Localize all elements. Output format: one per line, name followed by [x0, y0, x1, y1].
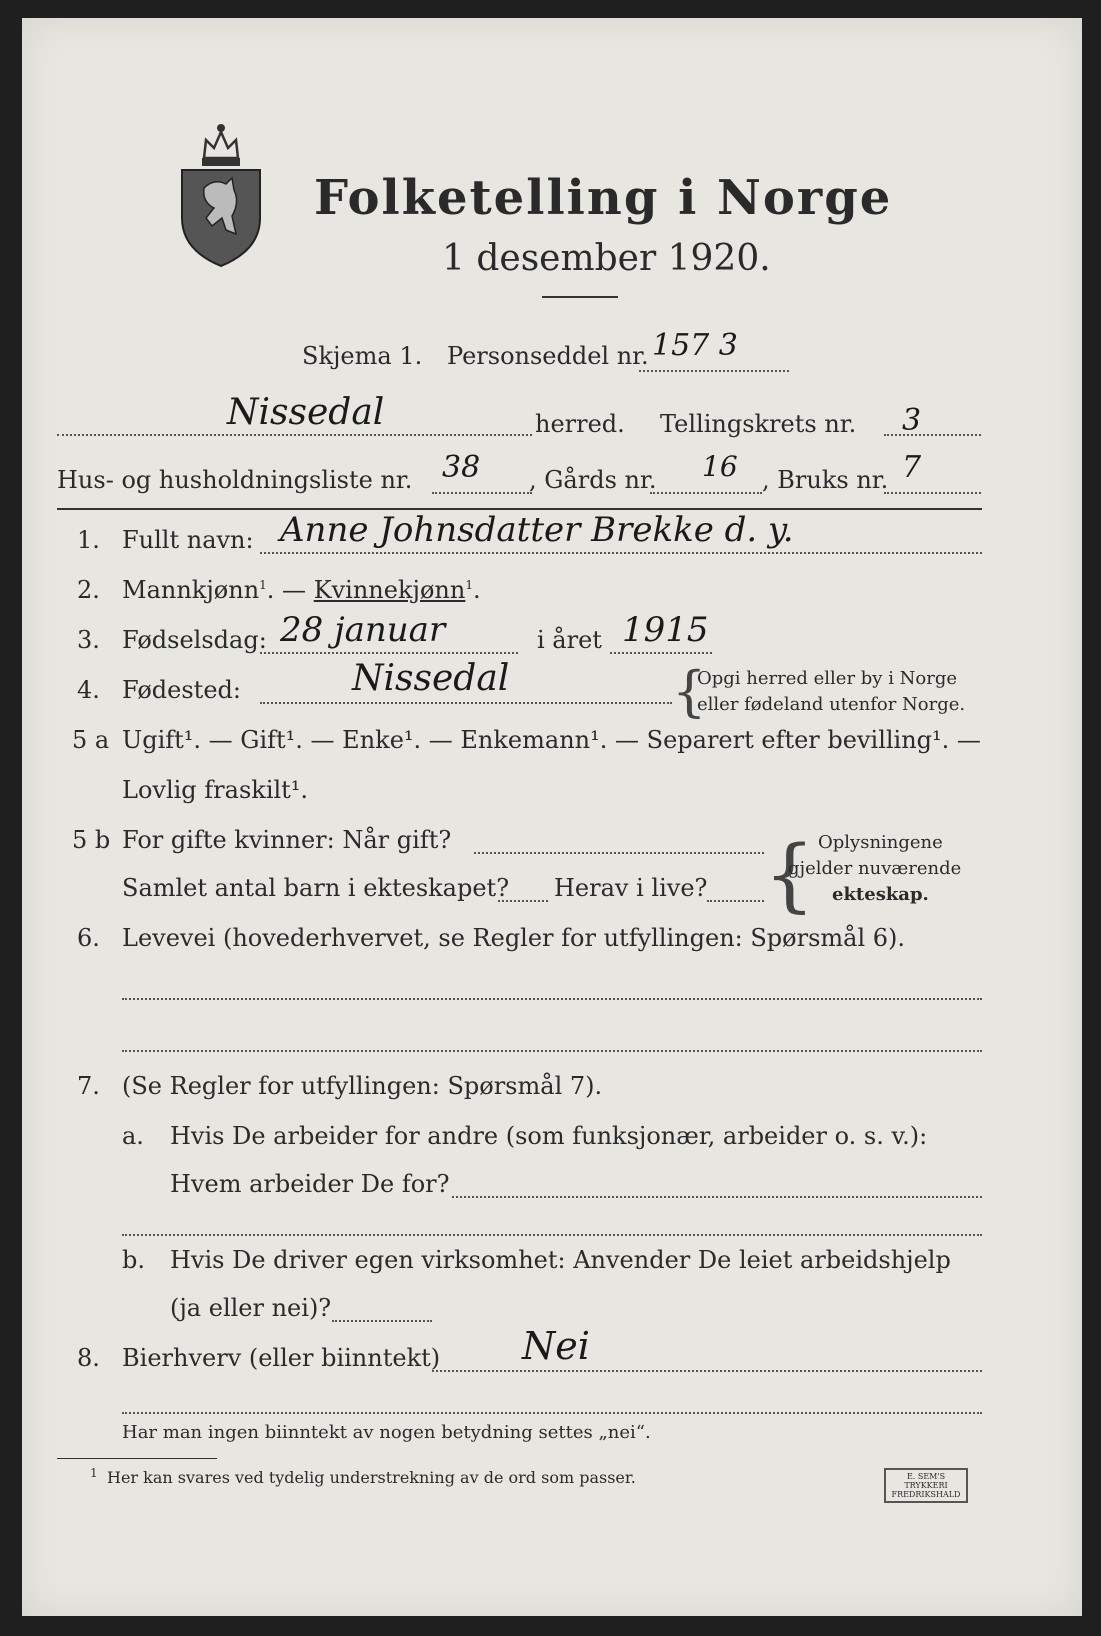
q3-value: 28 januar	[280, 610, 446, 650]
footnote-mark: 1	[90, 1466, 98, 1480]
q4-line	[260, 702, 672, 704]
q3-line	[260, 652, 518, 654]
q2-number: 2.	[77, 576, 100, 604]
q3-year-line	[610, 652, 712, 654]
q3-number: 3.	[77, 626, 100, 654]
q8-number: 8.	[77, 1344, 100, 1372]
q1-line	[260, 552, 982, 554]
q5b-alive-label: Herav i live?	[554, 874, 708, 902]
q5b-children-label: Samlet antal barn i ekteskapet?	[122, 874, 510, 902]
q4-value: Nissedal	[352, 658, 510, 699]
q4-brace: {	[672, 660, 707, 723]
q5b-alive-line	[707, 900, 764, 902]
q5b-note-2: gjelder nuværende	[788, 858, 962, 879]
q7a-answer-line	[452, 1196, 982, 1198]
q6-label: Levevei (hovederhvervet, se Regler for utfyllingen: Spørsmål 6).	[122, 924, 906, 952]
hus-value: 38	[442, 450, 481, 485]
hus-label: Hus- og husholdningsliste nr.	[57, 466, 413, 494]
q7-label: (Se Regler for utfyllingen: Spørsmål 7).	[122, 1072, 603, 1100]
q1-value: Anne Johnsdatter Brekke d. y.	[280, 510, 794, 550]
q6-line-1	[122, 998, 982, 1000]
q8-label: Bierhverv (eller biinntekt)	[122, 1344, 441, 1372]
q7b-line1: Hvis De driver egen virksomhet: Anvender De leiet arbeidshjelp	[170, 1246, 951, 1274]
q3-label: Fødselsdag:	[122, 626, 267, 654]
page-title: Folketelling i Norge	[314, 170, 893, 226]
q2-options: Mannkjønn$^1$. — Kvinnekjønn$^1$.	[122, 576, 481, 604]
personseddel-value: 157 3	[652, 328, 738, 363]
q3-year-value: 1915	[622, 610, 709, 650]
q2-separator: . —	[266, 576, 314, 604]
census-date: 1 desember 1920.	[442, 238, 771, 279]
hus-line	[432, 492, 532, 494]
herred-line	[57, 434, 532, 436]
q2-female: Kvinnekjønn	[313, 576, 466, 604]
q1-label: Fullt navn:	[122, 526, 254, 554]
tellingskrets-value: 3	[902, 403, 922, 438]
census-form-page	[22, 18, 1082, 1616]
tellingskrets-line	[884, 434, 981, 436]
q6-line-2	[122, 1050, 982, 1052]
q8-line	[432, 1370, 982, 1372]
q4-number: 4.	[77, 676, 100, 704]
q8-line-2	[122, 1412, 982, 1414]
gards-label: , Gårds nr.	[529, 466, 657, 494]
q5b-line1: For gifte kvinner: Når gift?	[122, 826, 452, 854]
bruks-line	[884, 492, 981, 494]
q1-number: 1.	[77, 526, 100, 554]
q7a-letter: a.	[122, 1122, 144, 1150]
gards-value: 16	[702, 450, 738, 483]
q7b-letter: b.	[122, 1246, 145, 1274]
q7b-answer-line	[332, 1320, 432, 1322]
q2-male: Mannkjønn	[122, 576, 260, 604]
q5a-line1: Ugift¹. — Gift¹. — Enke¹. — Enkemann¹. — Separert efter bevilling¹. —	[122, 726, 981, 754]
bruks-label: , Bruks nr.	[762, 466, 889, 494]
bruks-value: 7	[902, 450, 922, 485]
footnote: Her kan svares ved tydelig understrekning av de ord som passer.	[107, 1468, 636, 1487]
q5b-brace: {	[764, 828, 815, 921]
q5b-note-1: Oplysningene	[818, 832, 943, 853]
herred-label: herred.	[535, 410, 625, 438]
q7a-answer-line-2	[122, 1234, 982, 1236]
q5b-number: 5 b	[72, 826, 111, 854]
q5b-note-3: ekteskap.	[832, 884, 929, 905]
q5b-children-line	[498, 900, 548, 902]
printer-stamp: E. SEM'S TRYKKERI FREDRIKSHALD	[884, 1468, 968, 1503]
herred-value: Nissedal	[227, 392, 385, 433]
personseddel-line	[639, 370, 789, 372]
biinntekt-note: Har man ingen biinntekt av nogen betydning settes „nei“.	[122, 1422, 651, 1443]
skjema-label: Skjema 1.	[302, 342, 423, 370]
q5a-number: 5 a	[72, 726, 110, 754]
q6-number: 6.	[77, 924, 100, 952]
tellingskrets-label: Tellingskrets nr.	[660, 410, 857, 438]
q7b-line2: (ja eller nei)?	[170, 1294, 332, 1322]
personseddel-label: Personseddel nr.	[447, 342, 649, 370]
q7a-line2: Hvem arbeider De for?	[170, 1170, 450, 1198]
q2-end: .	[472, 576, 481, 604]
q3-year-label: i året	[537, 626, 602, 654]
footnote-divider	[57, 1458, 217, 1459]
q7a-line1: Hvis De arbeider for andre (som funksjonær, arbeider o. s. v.):	[170, 1122, 928, 1150]
q8-value: Nei	[522, 1324, 590, 1368]
q4-note-1: Opgi herred eller by i Norge	[697, 668, 958, 689]
q5b-when-line	[474, 852, 764, 854]
title-divider	[542, 296, 618, 298]
coat-of-arms-icon	[174, 118, 268, 268]
q5a-line2: Lovlig fraskilt¹.	[122, 776, 309, 804]
q4-label: Fødested:	[122, 676, 241, 704]
gards-line	[650, 492, 762, 494]
q4-note-2: eller fødeland utenfor Norge.	[697, 694, 966, 715]
q7-number: 7.	[77, 1072, 100, 1100]
